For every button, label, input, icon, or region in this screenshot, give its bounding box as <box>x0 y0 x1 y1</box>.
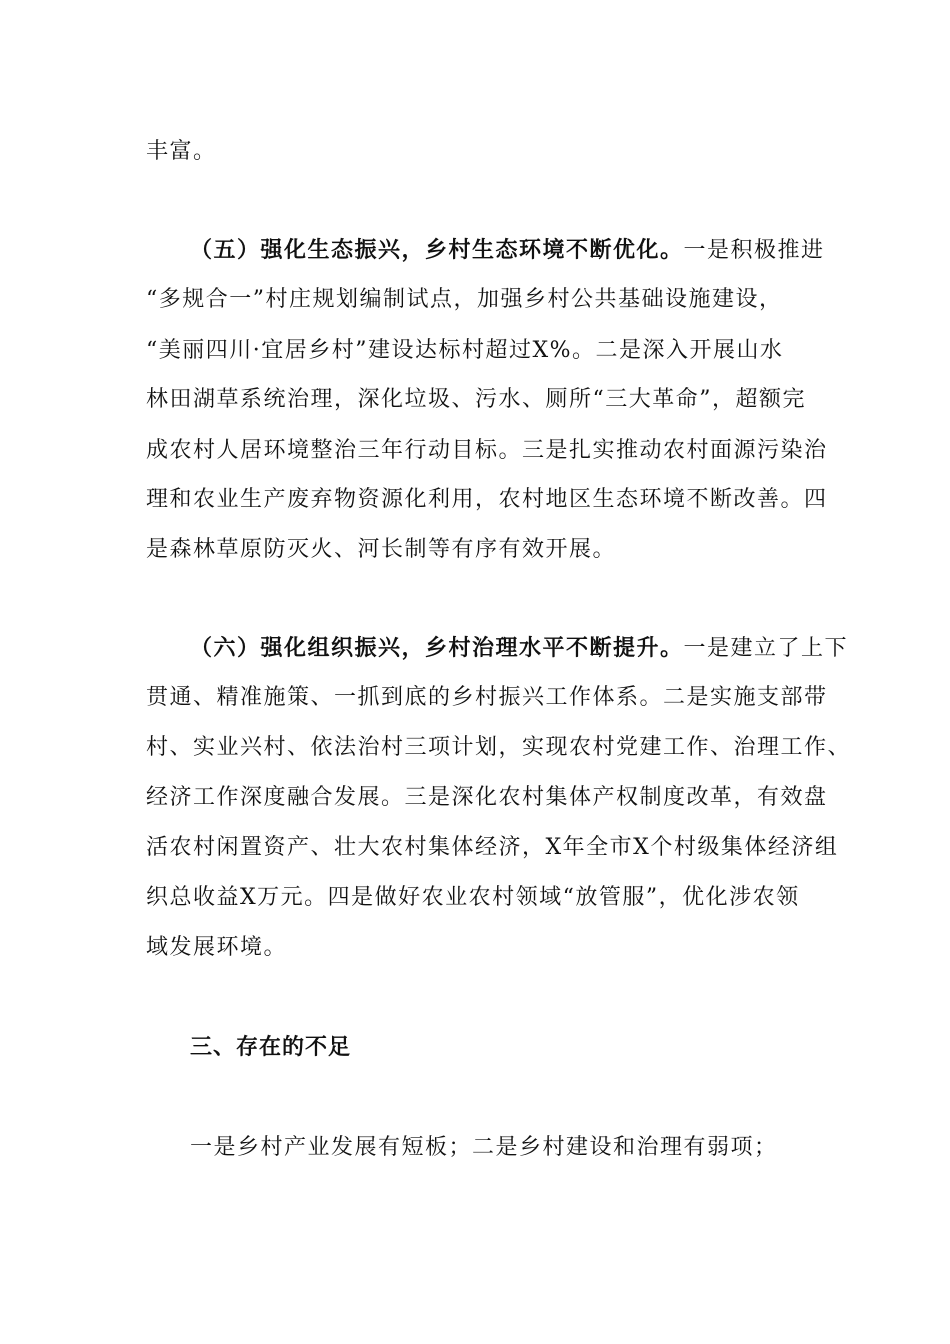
section5-line: “多规合一”村庄规划编制试点，加强乡村公共基础设施建设， <box>146 287 783 312</box>
section5-first-line-text: 一是积极推进 <box>683 238 825 263</box>
section6-line: 村、实业兴村、依法治村三项计划，实现农村党建工作、治理工作、 <box>146 735 852 760</box>
section5-line: 是森林草原防灭火、河长制等有序有效开展。 <box>146 537 617 562</box>
section6-first-line <box>190 633 848 664</box>
section6-line: 活农村闲置资产、壮大农村集体经济，X年全市X个村级集体经济组 <box>146 835 839 860</box>
section6-line: 贯通、精准施策、一抓到底的乡村振兴工作体系。二是实施支部带 <box>146 685 828 710</box>
section6-line: 织总收益X万元。四是做好农业农村领域“放管服”，优化涉农领 <box>146 885 800 910</box>
deficiencies-text: 一是乡村产业发展有短板；二是乡村建设和治理有弱项； <box>190 1135 778 1160</box>
section5-line: 林田湖草系统治理，深化垃圾、污水、厕所“三大革命”，超额完 <box>146 387 806 412</box>
section6-first-line-text: 一是建立了上下 <box>683 636 849 661</box>
section5-title: （五）强化生态振兴，乡村生态环境不断优化。 <box>190 237 684 263</box>
section5-first-line <box>190 235 825 266</box>
section5-line: 成农村人居环境整治三年行动目标。三是扎实推动农村面源污染治 <box>146 438 828 463</box>
section3-heading: 三、存在的不足 <box>190 1035 352 1060</box>
continuation-text: 丰富。 <box>146 139 217 164</box>
section6-title: （六）强化组织振兴，乡村治理水平不断提升。 <box>190 635 684 661</box>
section6-line: 经济工作深度融合发展。三是深化农村集体产权制度改革，有效盘 <box>146 785 828 810</box>
section6-line: 域发展环境。 <box>146 935 288 960</box>
section5-line: “美丽四川·宜居乡村”建设达标村超过X%。二是深入开展山水 <box>146 338 784 363</box>
section5-line: 理和农业生产废弃物资源化利用，农村地区生态环境不断改善。四 <box>146 487 828 512</box>
